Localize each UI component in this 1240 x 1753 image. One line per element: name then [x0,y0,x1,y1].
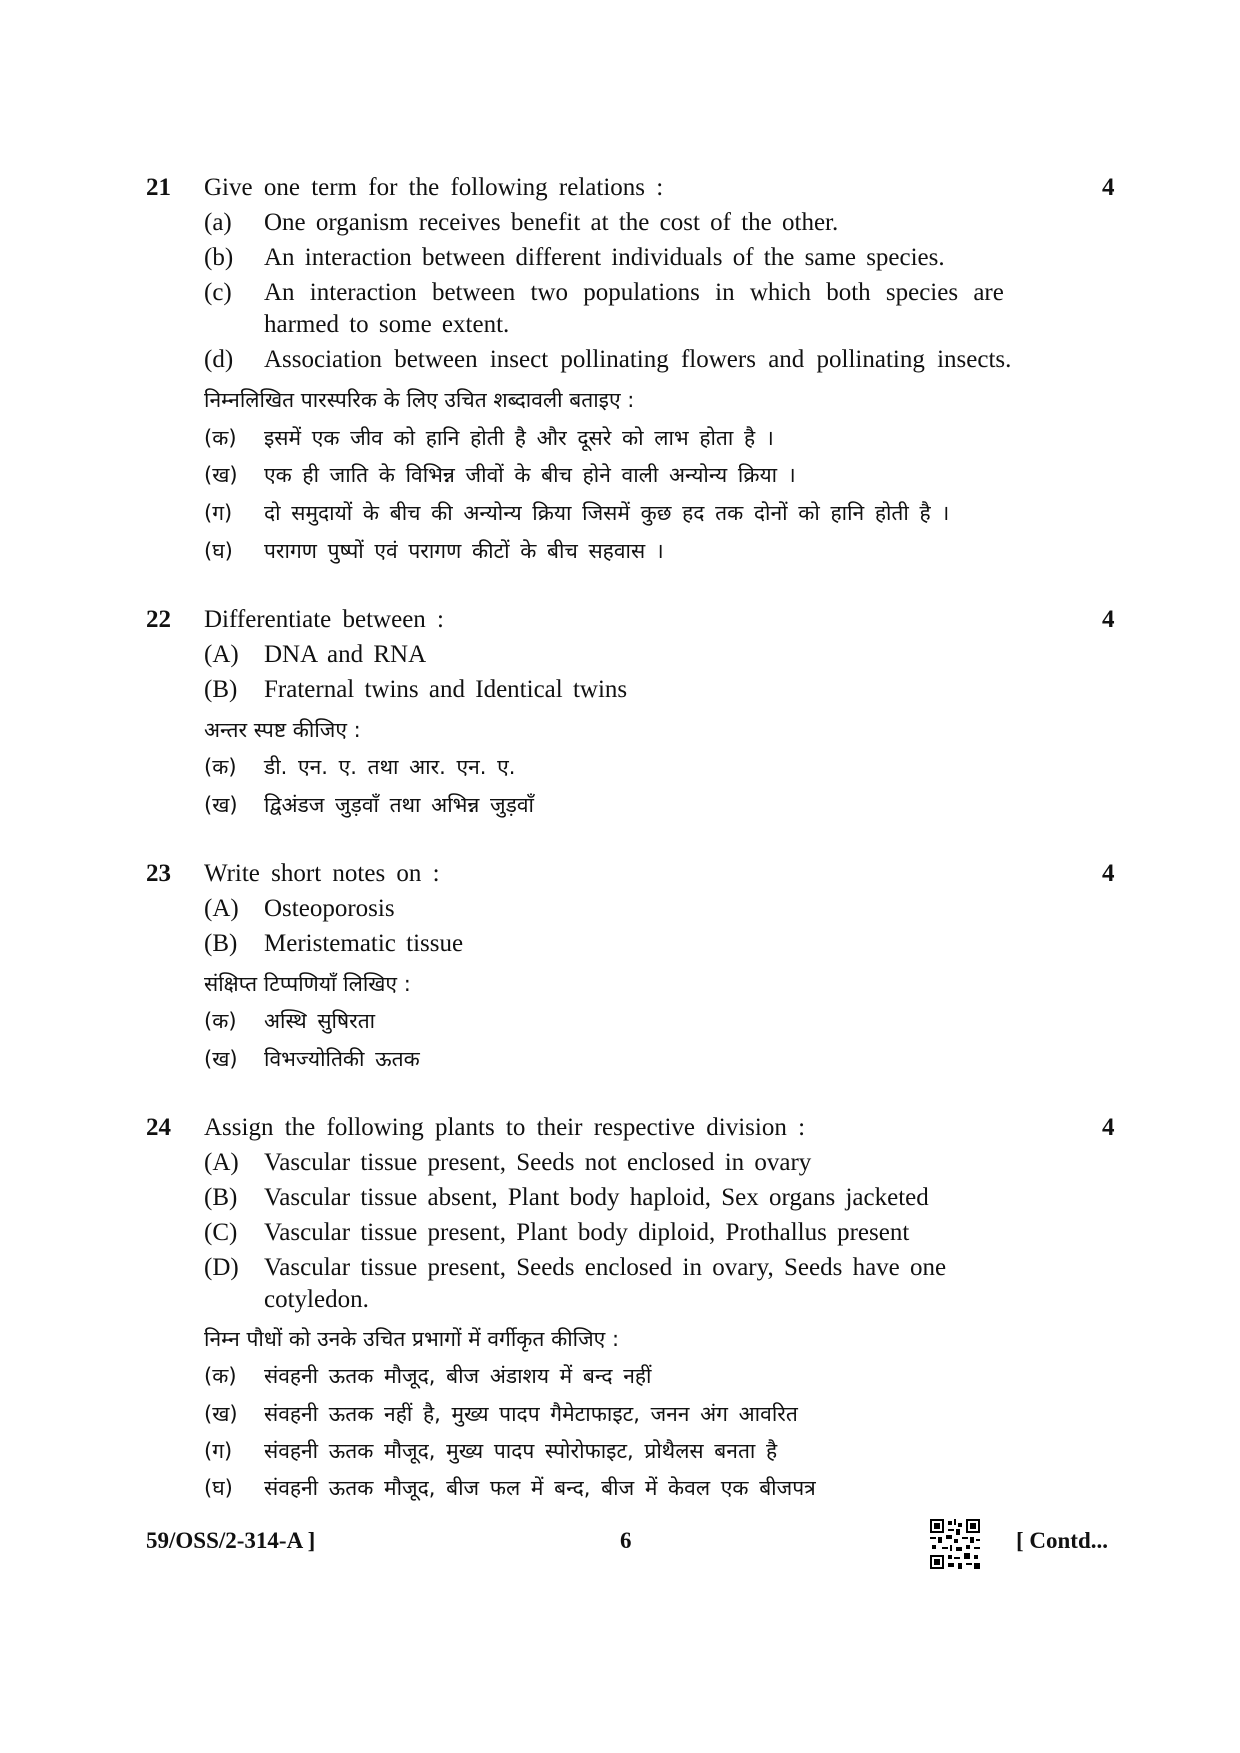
option-label-hindi: (क) [204,1009,237,1033]
question-marks: 4 [1102,860,1115,887]
option-text: One organism receives benefit at the cost of the other. [264,209,839,236]
option-label: (c) [204,279,232,306]
question-stem-hindi: निम्नलिखित पारस्परिक के लिए उचित शब्दावली बताइए : [204,388,635,412]
question-stem-hindi: अन्तर स्पष्ट कीजिए : [204,718,361,742]
option-text: An interaction between different individuals of the same species. [264,244,945,271]
option-label: (B) [204,930,238,957]
question-stem: Give one term for the following relations : [204,174,664,201]
option-label: (D) [204,1254,239,1281]
option-text: DNA and RNA [264,641,427,668]
option-text-hindi: संवहनी ऊतक नहीं है, मुख्य पादप गैमेटाफाइट, जनन अंग आवरित [264,1402,798,1426]
option-label: (A) [204,895,239,922]
question-stem: Write short notes on : [204,860,440,887]
option-label-hindi: (ख) [204,1047,238,1071]
option-text-hindi: द्विअंडज जुड़वाँ तथा अभिन्न जुड़वाँ [264,793,534,817]
option-text-hindi: संवहनी ऊतक मौजूद, बीज फल में बन्द, बीज में केवल एक बीजपत्र [264,1476,816,1500]
question-marks: 4 [1102,174,1115,201]
continued-label: [ Contd... [1016,1528,1109,1553]
option-text: Vascular tissue absent, Plant body haploid, Sex organs jacketed [264,1184,929,1211]
question-number: 22 [146,606,171,633]
question-number: 21 [146,174,171,201]
option-label: (b) [204,244,234,271]
option-text-hindi: संवहनी ऊतक मौजूद, मुख्य पादप स्पोरोफाइट, प्रोथैलस बनता है [264,1439,778,1463]
question-marks: 4 [1102,606,1115,633]
option-label: (B) [204,676,238,703]
qr-code-icon [930,1519,980,1569]
question-stem: Differentiate between : [204,606,444,633]
option-label-hindi: (ख) [204,1402,238,1426]
option-text: Meristematic tissue [264,930,464,957]
option-text-hindi: दो समुदायों के बीच की अन्योन्य क्रिया जिसमें कुछ हद तक दोनों को हानि होती है । [264,501,950,525]
option-text: Fraternal twins and Identical twins [264,676,628,703]
option-label: (a) [204,209,232,236]
option-text-hindi: इसमें एक जीव को हानि होती है और दूसरे को लाभ होता है । [264,426,774,450]
option-label-hindi: (क) [204,755,237,779]
question-stem: Assign the following plants to their respective division : [204,1114,806,1141]
option-text-continued: cotyledon. [264,1286,369,1313]
option-text: Osteoporosis [264,895,395,922]
option-text: Vascular tissue present, Plant body diploid, Prothallus present [264,1219,910,1246]
option-text-hindi: संवहनी ऊतक मौजूद, बीज अंडाशय में बन्द नहीं [264,1364,652,1388]
option-label-hindi: (ग) [204,1439,233,1463]
question-stem-hindi: निम्न पौधों को उनके उचित प्रभागों में वर्गीकृत कीजिए : [204,1327,620,1351]
option-text-hindi: डी. एन. ए. तथा आर. एन. ए. [264,755,516,779]
option-text-continued: harmed to some extent. [264,311,510,338]
option-label: (d) [204,346,234,373]
option-label-hindi: (घ) [204,539,233,563]
option-text: Vascular tissue present, Seeds not enclosed in ovary [264,1149,812,1176]
option-label: (C) [204,1219,238,1246]
paper-code: 59/OSS/2-314-A ] [146,1528,316,1553]
question-number: 24 [146,1114,171,1141]
option-text: An interaction between two populations in which both species are [264,279,1004,306]
option-label-hindi: (क) [204,426,237,450]
option-text-hindi: अस्थि सुषिरता [264,1009,376,1033]
option-label-hindi: (क) [204,1364,237,1388]
option-label: (A) [204,641,239,668]
option-label: (B) [204,1184,238,1211]
question-stem-hindi: संक्षिप्त टिप्पणियाँ लिखिए : [204,972,411,996]
option-text-hindi: विभज्योतिकी ऊतक [264,1047,420,1071]
question-marks: 4 [1102,1114,1115,1141]
page-number: 6 [620,1528,632,1553]
option-text-hindi: एक ही जाति के विभिन्न जीवों के बीच होने वाली अन्योन्य क्रिया । [264,463,796,487]
option-label-hindi: (ख) [204,463,238,487]
option-label-hindi: (ख) [204,793,238,817]
option-text-hindi: परागण पुष्पों एवं परागण कीटों के बीच सहवास । [264,539,664,563]
option-label-hindi: (ग) [204,501,233,525]
option-text: Association between insect pollinating flowers and pollinating insects. [264,346,1012,373]
option-text: Vascular tissue present, Seeds enclosed in ovary, Seeds have one [264,1254,947,1281]
question-number: 23 [146,860,171,887]
option-label-hindi: (घ) [204,1476,233,1500]
option-label: (A) [204,1149,239,1176]
